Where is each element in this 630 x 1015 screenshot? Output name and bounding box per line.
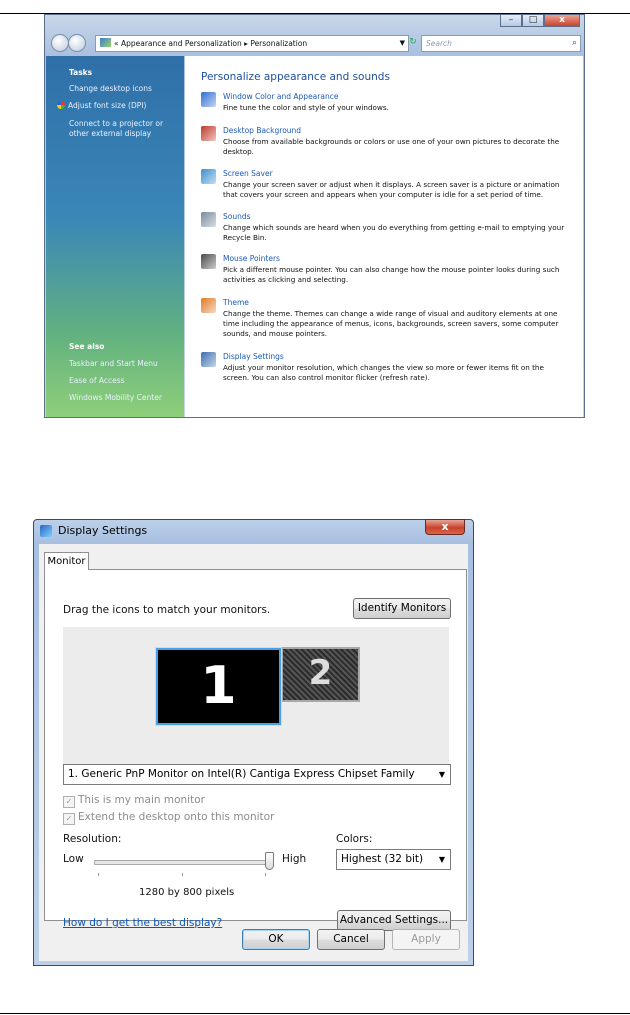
personalization-item-title[interactable]: Sounds bbox=[223, 212, 251, 221]
personalization-item-title[interactable]: Mouse Pointers bbox=[223, 254, 280, 263]
monitor-1-icon[interactable]: 1 bbox=[156, 648, 281, 725]
caption-buttons bbox=[500, 14, 580, 27]
uac-shield-icon bbox=[57, 101, 65, 109]
breadcrumb-personalization[interactable]: Personalization bbox=[250, 39, 308, 48]
window-color-icon[interactable] bbox=[201, 92, 216, 107]
resolution-label: Resolution: bbox=[63, 833, 122, 845]
help-link[interactable]: How do I get the best display? bbox=[63, 917, 223, 929]
forward-button[interactable] bbox=[68, 34, 86, 52]
search-placeholder: Search bbox=[426, 39, 452, 48]
advanced-settings-button[interactable]: Advanced Settings... bbox=[337, 910, 451, 931]
address-toolbar bbox=[51, 33, 580, 55]
slider-tick bbox=[265, 873, 266, 876]
main-monitor-checkmark: ✓ bbox=[63, 796, 75, 808]
task-adjust-font-size[interactable] bbox=[57, 101, 146, 111]
personalization-item-description: Fine tune the color and style of your windows. bbox=[223, 103, 389, 112]
search-icon[interactable]: ⌕ bbox=[571, 38, 577, 48]
personalization-item-title[interactable]: Window Color and Appearance bbox=[223, 92, 339, 101]
mouse-pointer-icon[interactable] bbox=[201, 254, 216, 269]
control-panel-icon bbox=[100, 38, 111, 47]
breadcrumb-separator: ▸ bbox=[244, 39, 248, 48]
personalization-window bbox=[44, 14, 585, 418]
task-change-desktop-icons[interactable]: Change desktop icons bbox=[69, 84, 152, 93]
dialog-title: Display Settings bbox=[58, 524, 148, 537]
personalization-item-description: Change which sounds are heard when you do everything from getting e-mail to emptying your Recycle Bin. bbox=[223, 223, 565, 242]
personalization-item-description: Adjust your monitor resolution, which changes the view so more or fewer items fit on the screen. You can also control monitor flicker (refresh rate). bbox=[223, 363, 544, 382]
display-settings-app-icon bbox=[40, 525, 52, 537]
chevron-down-icon: ▼ bbox=[438, 770, 445, 779]
personalization-item-title[interactable]: Theme bbox=[223, 298, 249, 307]
maximize-button[interactable]: □ bbox=[522, 14, 544, 27]
refresh-icon[interactable]: ↻ bbox=[409, 37, 417, 47]
apply-button[interactable]: Apply bbox=[392, 929, 460, 950]
colors-select[interactable] bbox=[336, 849, 451, 870]
main-monitor-checkbox[interactable] bbox=[63, 794, 205, 808]
resolution-low-label: Low bbox=[63, 853, 84, 865]
personalization-content bbox=[185, 56, 583, 417]
resolution-high-label: High bbox=[282, 853, 307, 865]
resolution-value: 1280 by 800 pixels bbox=[139, 887, 235, 898]
colors-label: Colors: bbox=[336, 833, 373, 845]
slider-tick bbox=[182, 873, 183, 876]
personalization-item-title[interactable]: Desktop Background bbox=[223, 126, 302, 135]
main-monitor-label: This is my main monitor bbox=[78, 794, 205, 806]
tasks-heading: Tasks bbox=[69, 68, 93, 77]
monitor-arrangement-area bbox=[63, 627, 449, 782]
breadcrumb-start: « bbox=[114, 39, 119, 48]
cancel-button[interactable]: Cancel bbox=[317, 929, 385, 950]
see-also-heading: See also bbox=[69, 342, 105, 351]
search-input[interactable] bbox=[421, 35, 581, 52]
personalization-item-description: Pick a different mouse pointer. You can also change how the mouse pointer looks during such activities as clicking and selecting. bbox=[223, 265, 560, 284]
dialog-close-button[interactable]: x bbox=[425, 519, 465, 535]
chevron-down-icon: ▼ bbox=[438, 855, 445, 864]
ok-button[interactable]: OK bbox=[242, 929, 310, 950]
extend-desktop-label: Extend the desktop onto this monitor bbox=[78, 811, 275, 823]
display-settings-icon[interactable] bbox=[201, 352, 216, 367]
address-bar[interactable] bbox=[95, 35, 409, 52]
extend-desktop-checkbox[interactable] bbox=[63, 811, 274, 825]
resolution-slider-track[interactable] bbox=[94, 860, 271, 865]
monitor-select-value: 1. Generic PnP Monitor on Intel(R) Cantiga Express Chipset Family bbox=[68, 768, 415, 780]
task-pane bbox=[46, 56, 184, 417]
personalization-item-description: Choose from available backgrounds or colors or use one of your own pictures to decorate the desktop. bbox=[223, 137, 560, 156]
desktop-background-icon[interactable] bbox=[201, 126, 216, 141]
page-title: Personalize appearance and sounds bbox=[201, 71, 390, 83]
theme-icon[interactable] bbox=[201, 298, 216, 313]
breadcrumb-appearance[interactable]: Appearance and Personalization bbox=[120, 39, 242, 48]
close-button[interactable]: x bbox=[544, 14, 580, 27]
identify-monitors-button[interactable]: Identify Monitors bbox=[353, 598, 451, 619]
minimize-button[interactable]: – bbox=[500, 14, 522, 27]
display-settings-dialog bbox=[33, 519, 474, 966]
resolution-slider-thumb[interactable] bbox=[265, 852, 274, 870]
screen-saver-icon[interactable] bbox=[201, 169, 216, 184]
colors-select-value: Highest (32 bit) bbox=[341, 853, 424, 865]
monitor-2-icon[interactable]: 2 bbox=[281, 647, 360, 702]
see-also-taskbar[interactable]: Taskbar and Start Menu bbox=[69, 359, 158, 368]
personalization-item-title[interactable]: Display Settings bbox=[223, 352, 284, 361]
see-also-mobility-center[interactable]: Windows Mobility Center bbox=[69, 393, 162, 402]
back-button[interactable] bbox=[51, 34, 69, 52]
task-adjust-font-size-label: Adjust font size (DPI) bbox=[68, 101, 147, 110]
extend-desktop-checkmark: ✓ bbox=[63, 813, 75, 825]
slider-tick bbox=[98, 873, 99, 876]
tab-monitor[interactable]: Monitor bbox=[44, 552, 89, 570]
personalization-item-title[interactable]: Screen Saver bbox=[223, 169, 273, 178]
personalization-item-description: Change the theme. Themes can change a wide range of visual and auditory elements at one time including the appearance of menus, icons, backgrounds, screen savers, some computer sounds, and mouse pointers. bbox=[223, 309, 559, 338]
monitor-select[interactable] bbox=[63, 764, 451, 785]
dialog-client bbox=[39, 544, 468, 961]
personalization-item-description: Change your screen saver or adjust when it displays. A screen saver is a picture or animation that covers your screen and appears when your computer is idle for a set period of time. bbox=[223, 180, 560, 199]
address-dropdown-icon[interactable]: ▼ bbox=[399, 39, 405, 47]
see-also-ease-of-access[interactable]: Ease of Access bbox=[69, 376, 125, 385]
task-connect-projector[interactable]: Connect to a projector or other external display bbox=[69, 119, 164, 138]
bottom-page-rule bbox=[0, 1013, 630, 1014]
drag-hint: Drag the icons to match your monitors. bbox=[63, 604, 271, 616]
monitor-panel bbox=[44, 569, 467, 929]
sounds-icon[interactable] bbox=[201, 212, 216, 227]
